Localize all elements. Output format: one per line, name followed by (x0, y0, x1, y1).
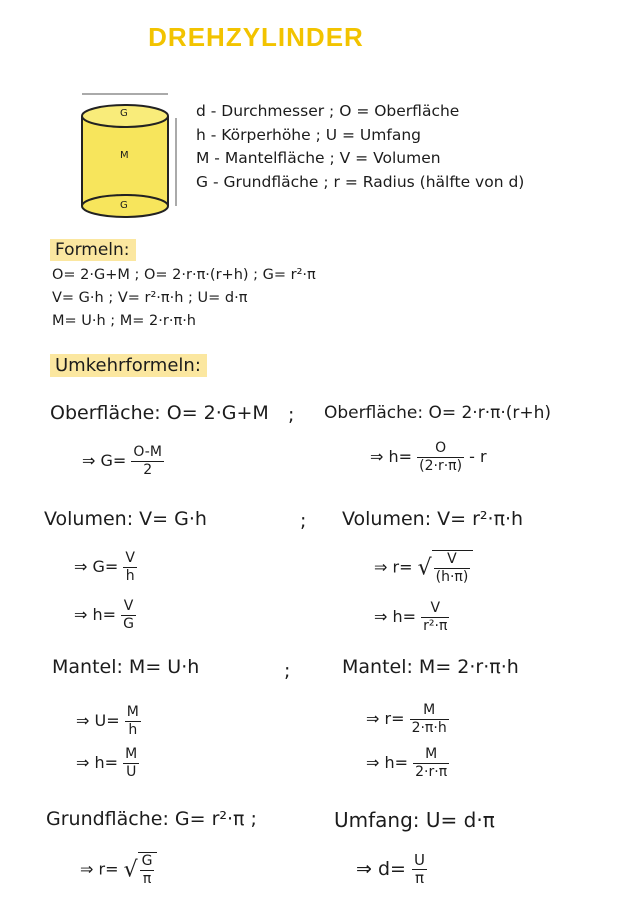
volumen-left-h: ⇒ h= $\frac{V}{G}$ (74, 598, 134, 632)
legend-row: d - Durchmesser ; O = Oberfläche (196, 102, 460, 120)
volumen-right-h: ⇒ h= $\frac{V}{\text{r²·π}}$ (374, 600, 448, 634)
page-title: DREHZYLINDER (148, 22, 364, 52)
oberflaeche-right-h: ⇒ h= $\frac{O}{(2\cdot r\cdot\pi)}$ - r (370, 440, 487, 474)
mantel-right-h: ⇒ h= $\frac{M}{2\cdot r\cdot\pi}$ (366, 746, 448, 780)
legend (196, 100, 524, 194)
oberflaeche-left-g: ⇒ G= $\frac{O-M}{2}$ (82, 444, 162, 478)
volumen-right-r: ⇒ r= √ $\frac{V}{(h\cdot\pi)}$ (374, 550, 473, 586)
grundflaeche-head: Grundfläche: G= r²·π ; (46, 808, 257, 830)
mantel-right-head: Mantel: M= 2·r·π·h (342, 656, 519, 678)
mantel-left-u: ⇒ U= $\frac{M}{h}$ (76, 704, 139, 738)
volumen-left-head: Volumen: V= G·h (44, 508, 207, 530)
separator: ; (288, 404, 295, 426)
umkehr-heading: Umkehrformeln: (50, 354, 207, 377)
separator: ; (284, 660, 291, 682)
cylinder-body (82, 116, 168, 206)
mantel-right-r: ⇒ r= $\frac{M}{2\cdot\pi\cdot h}$ (366, 702, 447, 736)
label-m: M (120, 150, 129, 161)
oberflaeche-left-head: Oberfläche: O= 2·G+M (50, 402, 269, 424)
mantel-left-h: ⇒ h= $\frac{M}{U}$ (76, 746, 138, 780)
label-top-g: G (120, 108, 128, 119)
formel-row: M= U·h ; M= 2·r·π·h (52, 313, 196, 329)
formel-row: O= 2·G+M ; O= 2·r·π·(r+h) ; G= r²·π (52, 267, 316, 283)
umfang-head: Umfang: U= d·π (334, 808, 495, 832)
formeln-heading: Formeln: (50, 239, 136, 261)
legend-row: G - Grundfläche ; r = Radius (hälfte von d) (196, 172, 525, 191)
legend-row: M - Mantelfläche ; V = Volumen (196, 149, 441, 167)
label-bottom-g: G (120, 200, 128, 211)
mantel-left-head: Mantel: M= U·h (52, 656, 200, 678)
volumen-left-g: ⇒ G= $\frac{V}{h}$ (74, 550, 135, 584)
legend-row: h - Körperhöhe ; U = Umfang (196, 125, 421, 144)
volumen-right-head: Volumen: V= r²·π·h (342, 508, 524, 530)
grundflaeche-r: ⇒ r= √ $\frac{G}{\pi}$ (80, 852, 157, 888)
separator: ; (300, 510, 307, 532)
formel-row: V= G·h ; V= r²·π·h ; U= d·π (52, 290, 248, 306)
umfang-d: ⇒ d= $\frac{U}{\pi}$ (356, 851, 425, 887)
oberflaeche-right-head: Oberfläche: O= 2·r·π·(r+h) (324, 403, 552, 423)
formeln-list (52, 264, 316, 333)
